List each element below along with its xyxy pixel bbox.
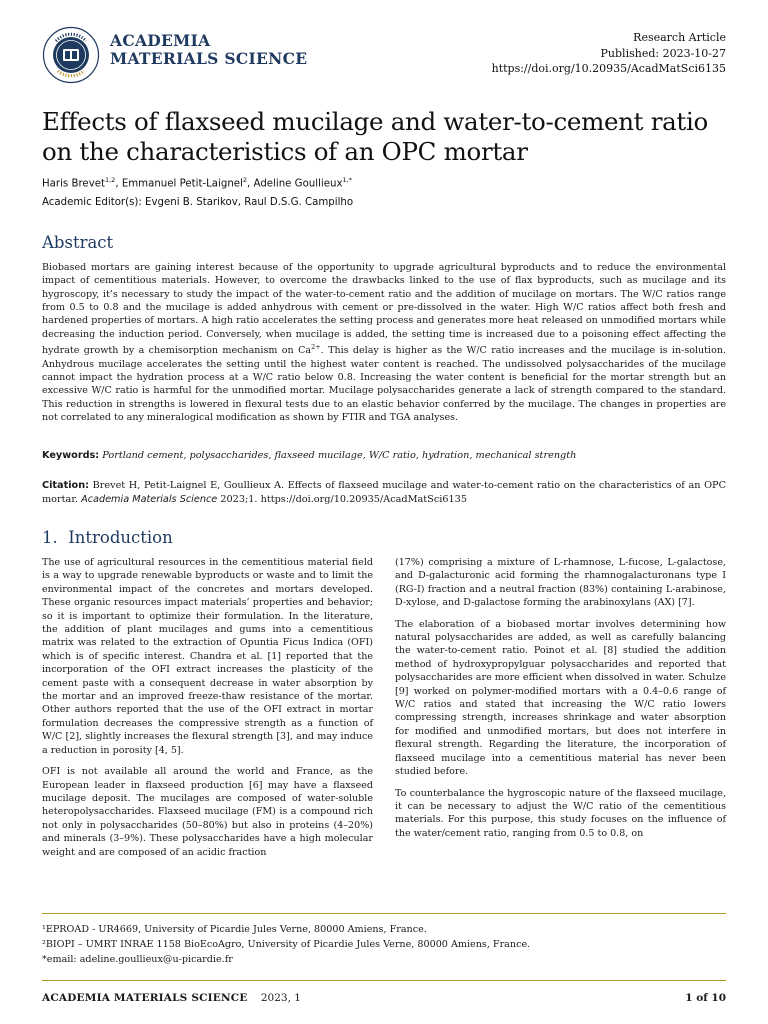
author-name: Emmanuel Petit-Laignel: [121, 178, 243, 190]
page-footer: [42, 992, 726, 1004]
keywords: [42, 449, 726, 462]
footer-journal: ACADEMIA MATERIALS SCIENCE: [42, 992, 248, 1004]
published-date: Published: 2023-10-27: [600, 46, 726, 60]
author-name: Adeline Goullieux: [253, 178, 343, 190]
paragraph: (17%) comprising a mixture of L-rhamnose, L-fucose, L-galactose, and D-galacturonic acid forming the rhamnogalacturonans type I (RG-I) fraction and a neutral fraction (83%) containing L-arabinose, D-xylose, and D-galactose forming the arabinoxylans (AX) [7].: [395, 557, 726, 609]
article-title: [42, 107, 726, 167]
doi-link[interactable]: https://doi.org/10.20935/AcadMatSci6135: [491, 62, 726, 75]
left-column: [42, 556, 373, 867]
footnote: ¹EPROAD - UR4669, University of Picardie Jules Verne, 80000 Amiens, France.: [42, 924, 427, 935]
abstract-heading: Abstract: [42, 233, 114, 252]
academic-editors: Academic Editor(s): Evgeni B. Starikov, Raul D.S.G. Campilho: [42, 197, 354, 208]
footnotes: [42, 922, 726, 967]
citation: [42, 479, 726, 506]
citation-journal: Academia Materials Science: [81, 493, 218, 505]
keywords-label: Keywords:: [42, 450, 100, 461]
footnote-divider: [42, 913, 726, 914]
article-meta: [492, 30, 726, 77]
introduction-heading: 1. Introduction: [42, 528, 173, 547]
author-affiliation: 2: [242, 176, 248, 184]
header: [42, 26, 726, 86]
page-number: 1 of 10: [685, 992, 726, 1004]
citation-text: Brevet H, Petit-Laignel E, Goullieux A. Effects of flaxseed mucilage and water-to-cement ratio on the characteristics of an OPC mortar.: [42, 480, 726, 505]
abstract-part1: Biobased mortars are gaining interest because of the opportunity to upgrade agricultural byproducts and to reduce the environmental impact of cementitious materials. However, to overcome the drawbacks linked to the use of flax byproducts, such as mucilage and its hygroscopy, it’s necessary to study the impact of the water-to-cement ratio and the addition of mucilage on mortars. The W/C ratios range from 0.5 to 0.8 and the mucilage is added anhydrous with cement or pre-dissolved in the water. High W/C ratios affect both fresh and hardened properties of mortars. A high ratio accelerates the setting process and generates more heat released on unmodified mortars while decreasing the induction period. Conversely, when mucilage is added, the setting time is increased due to a poisoning effect affecting the hydrate growth by a chemisorption mechanism on Ca: [42, 262, 726, 357]
title-line2: on the characteristics of an OPC mortar: [42, 137, 528, 166]
footnote: ²BIOPI – UMRT INRAE 1158 BioEcoAgro, University of Picardie Jules Verne, 80000 Amiens, France.: [42, 939, 531, 950]
footnote-email[interactable]: *email: adeline.goullieux@u-picardie.fr: [42, 954, 233, 965]
author-affiliation: 1,*: [342, 176, 352, 184]
title-line1: Effects of flaxseed mucilage and water-to-cement ratio: [42, 107, 708, 136]
academia-logo-seal: [42, 26, 100, 84]
author-name: Haris Brevet: [42, 178, 105, 190]
abstract-superscript: 2+: [311, 343, 321, 352]
journal-brand: [110, 32, 307, 68]
article-type: Research Article: [633, 31, 726, 44]
right-column: [395, 556, 726, 848]
paragraph: The elaboration of a biobased mortar involves determining how natural polysaccharides are added, as well as carefully balancing the water-to-cement ratio. Poinot et al. [8] studied the addition method of hydroxypropylguar polysaccharides and reported that polysaccharides are more efficient when dissolved in water. Schulze [9] worked on polymer-modified mortars with a 0.4–0.6 range of W/C ratios and stated that increasing the W/C ratio lowers compressing strength, increases shrinkage and water absorption for modified and unmodified mortars, but does not interfere in flexural strength. Regarding the literature, the incorporation of flaxseed mucilage into a cementitious material has never been studied before.: [395, 618, 726, 778]
footer-volume: 2023, 1: [260, 992, 301, 1004]
keywords-list: Portland cement, polysaccharides, flaxseed mucilage, W/C ratio, hydration, mechanical strength: [102, 450, 577, 461]
paragraph: The use of agricultural resources in the cementitious material field is a way to upgrade renewable byproducts or waste and to limit the environmental impact of the concretes and mortars developed. These organic resources impact materials’ properties and behavior; so it is important to optimize their formulation. In the literature, the addition of plant mucilages and gums into a cementitious matrix was related to the extraction of Opuntia Ficus Indica (OFI) which is of specific interest. Chandra et al. [1] reported that the incorporation of the OFI extract increases the plasticity of the cement paste with a consequent decrease in water absorption by the mortar and an improved freeze-thaw resistance of the mortar. Other authors reported that the use of the OFI extract in mortar formulation decreases the compressive strength as a function of W/C [2], slightly increases the flexural strength [3], and may induce a reduction in porosity [4, 5].: [42, 557, 373, 756]
citation-label: Citation:: [42, 480, 89, 491]
abstract-text: [42, 261, 726, 424]
abstract-part2: . This delay is higher as the W/C ratio increases and the mucilage is in-solution. Anhydrous mucilage accelerates the setting until the highest water content is reached. The undissolved polysaccharides of the mucilage cannot impact the hydration process at a W/C ratio below 0.8. Increasing the water content is beneficial for the mortar strength but an excessive W/C ratio is harmful for the unmodified mortar. Mucilage polysaccharides generate a lack of strength compared to the standard. This reduction in strengths is lowered in flexural tests due to an elastic behavior conferred by the mucilage. The changes in properties are not correlated to any mineralogical modification as shown by FTIR and TGA analyses.: [42, 345, 726, 423]
paragraph: To counterbalance the hygroscopic nature of the flaxseed mucilage, it can be necessary to adjust the W/C ratio of the cementitious materials. For this purpose, this study focuses on the influence of the water/cement ratio, ranging from 0.5 to 0.8, on: [395, 787, 726, 839]
footer-divider: [42, 980, 726, 981]
paragraph: OFI is not available all around the world and France, as the European leader in flaxseed production [6] may have a flaxseed mucilage deposit. The mucilages are composed of water-soluble heteropolysaccharides. Flaxseed mucilage (FM) is a compound rich not only in polysaccharides (50–80%) but also in proteins (4–20%) and minerals (3–9%). These polysaccharides have a high molecular weight and are composed of an acidic fraction: [42, 766, 373, 858]
author-affiliation: 1,2: [104, 176, 116, 184]
brand-line2: MATERIALS SCIENCE: [110, 49, 308, 68]
citation-doi[interactable]: 2023;1. https://doi.org/10.20935/AcadMatSci6135: [220, 493, 468, 505]
author-list: Haris Brevet$^{1,2}$, Emmanuel Petit-Laignel$^2$, Adeline Goullieux$^{1,*}$: [42, 176, 352, 190]
brand-line1: ACADEMIA: [110, 31, 211, 50]
